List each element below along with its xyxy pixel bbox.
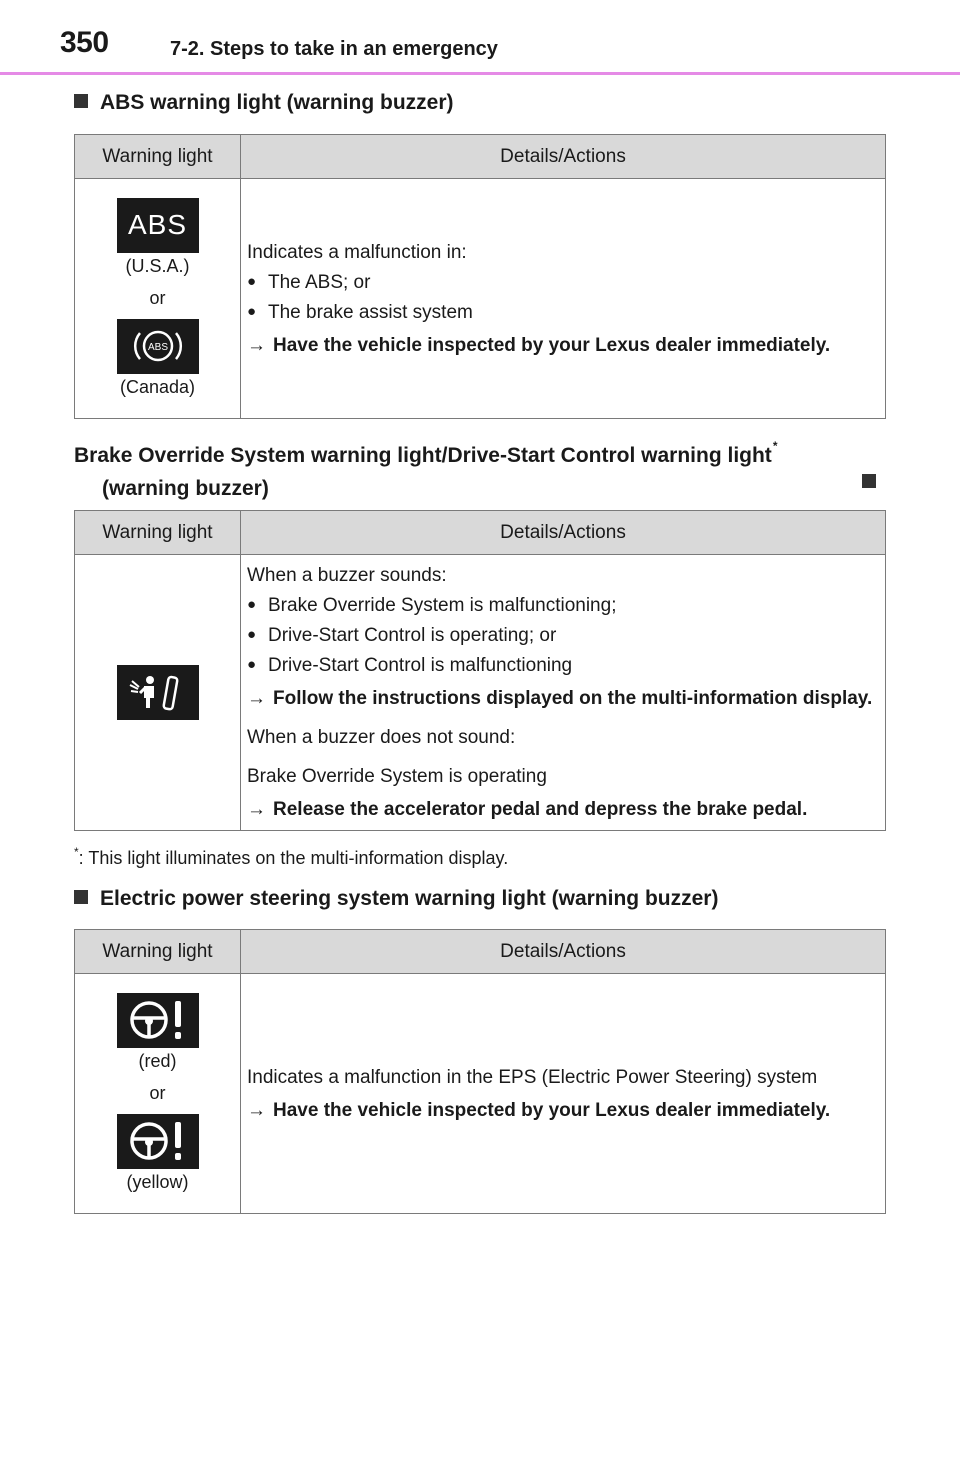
- abs-text-icon: ABS: [117, 198, 199, 253]
- eps-action: → Have the vehicle inspected by your Lexus dealer immediately.: [247, 1096, 877, 1125]
- col-header-warning-light: Warning light: [75, 511, 241, 555]
- abs-intro: Indicates a malfunction in:: [247, 241, 467, 263]
- footnote-mark: *: [772, 439, 778, 453]
- abs-action: → Have the vehicle inspected by your Lexus dealer immediately.: [247, 331, 877, 360]
- arrow-icon: →: [247, 334, 266, 356]
- abs-bullet-1: ● The ABS; or: [247, 267, 877, 297]
- arrow-icon: →: [247, 1099, 266, 1121]
- square-bullet-icon: [862, 474, 876, 488]
- col-header-details: Details/Actions: [241, 135, 886, 179]
- brake-bullet-2: ● Drive-Start Control is operating; or: [247, 620, 877, 650]
- abs-table: [74, 134, 886, 419]
- square-bullet-icon: [74, 94, 88, 108]
- eps-table: [74, 929, 886, 1214]
- arrow-icon: →: [247, 688, 266, 709]
- brake-override-heading: Brake Override System warning light/Drive-Start Control warning light* (warning buzzer): [74, 439, 778, 500]
- abs-details-cell: [241, 179, 886, 419]
- col-header-details: Details/Actions: [241, 511, 886, 555]
- abs-circle-icon: [117, 319, 199, 374]
- section-title: 7-2. Steps to take in an emergency: [170, 38, 498, 60]
- brake-action-2: → Release the accelerator pedal and depress the brake pedal.: [247, 795, 877, 824]
- steering-warning-icon: [117, 1114, 199, 1169]
- col-header-warning-light: Warning light: [75, 930, 241, 974]
- or-text: or: [149, 287, 166, 308]
- abs-icons-cell: [75, 179, 241, 419]
- brake-override-details-cell: [241, 555, 886, 831]
- abs-canada-caption: (Canada): [119, 376, 196, 397]
- buzzer-not-sound-intro: When a buzzer does not sound:: [247, 727, 516, 748]
- brake-override-table: [74, 510, 886, 831]
- steering-warning-icon: [117, 993, 199, 1048]
- brake-action-1: → Follow the instructions displayed on the multi-information display.: [247, 684, 877, 713]
- brake-bullet-1: ● Brake Override System is malfunctioning;: [247, 590, 877, 620]
- buzzer-sounds-intro: When a buzzer sounds:: [247, 565, 447, 586]
- abs-usa-caption: (U.S.A.): [125, 255, 190, 276]
- eps-yellow-caption: (yellow): [126, 1171, 189, 1192]
- svg-text:ABS: ABS: [147, 342, 168, 353]
- page-header: [0, 0, 960, 76]
- abs-heading: ABS warning light (warning buzzer): [74, 86, 454, 119]
- arrow-icon: →: [247, 799, 266, 820]
- eps-text: Indicates a malfunction in the EPS (Electric Power Steering) system: [247, 1066, 818, 1088]
- footnote: *: This light illuminates on the multi-information display.: [74, 845, 509, 868]
- page-number: 350: [60, 26, 109, 59]
- col-header-details: Details/Actions: [241, 930, 886, 974]
- eps-details-cell: [241, 974, 886, 1214]
- eps-icons-cell: [75, 974, 241, 1214]
- brake-bullet-3: ● Drive-Start Control is malfunctioning: [247, 650, 877, 680]
- brake-override-icon-cell: [75, 555, 241, 831]
- brake-override-operating: Brake Override System is operating: [247, 766, 547, 787]
- header-rule: [0, 72, 960, 75]
- drive-start-control-icon: [117, 665, 199, 720]
- col-header-warning-light: Warning light: [75, 135, 241, 179]
- or-text: or: [149, 1082, 166, 1103]
- eps-heading: Electric power steering system warning light (warning buzzer): [74, 882, 718, 915]
- abs-bullet-2: ● The brake assist system: [247, 297, 877, 327]
- eps-red-caption: (red): [138, 1050, 177, 1071]
- square-bullet-icon: [74, 890, 88, 904]
